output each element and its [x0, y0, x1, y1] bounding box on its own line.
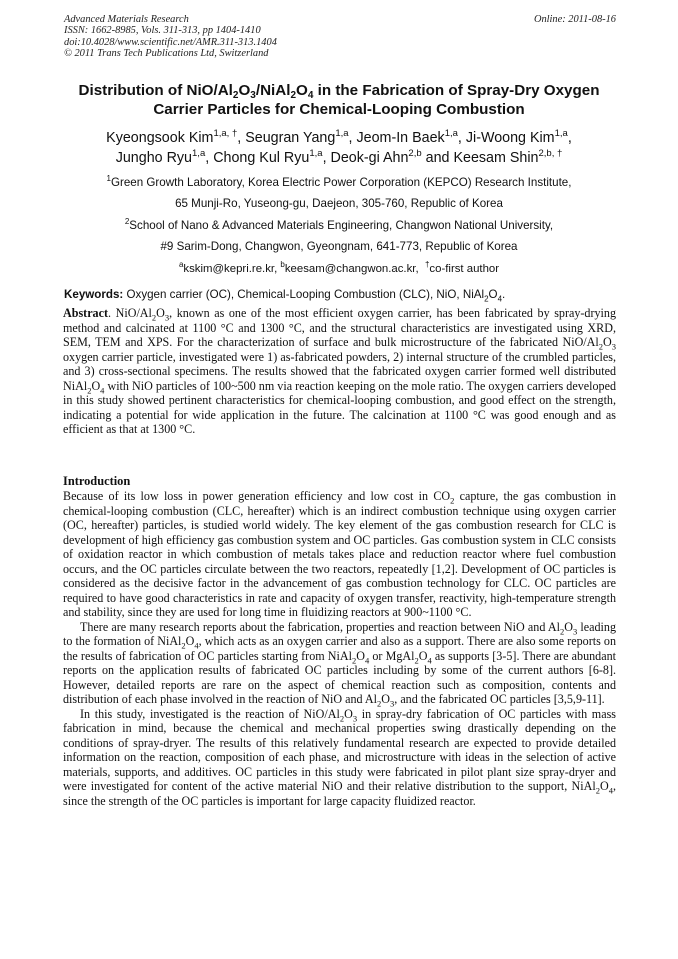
- author-list: Kyeongsook Kim$^{1,a, \dagger}$, Seugran Yang$^{1,a}$, Jeom-In Baek$^{1,a}$, Ji-Woong Kim$^{1,a}$, Jungho Ryu$^{1,a}$, Chong Kul Ryu$^{1,a}$, Deok-gi Ahn$^{2,b}$ and Keesam Shin$^{2,b, \dagger}$: [106, 128, 572, 166]
- paper-title: Distribution of NiO/$Al_2O_3/NiAl_2O_4$ in the Fabrication of Spray-Dry Oxygen Carrier Particles for Chemical-Looping Combustion: [78, 82, 600, 118]
- author: Deok-gi Ahn$^{2,b}$: [330, 148, 422, 166]
- author: Ji-Woong Kim$^{1,a}$: [465, 128, 568, 146]
- journal-copyright: © 2011 Trans Tech Publications Ltd, Switzerland: [64, 48, 269, 60]
- intro-paragraph-1: Because of its low loss in power generation efficiency and low cost in $CO_2$ capture, the gas combustion in chemical-looping combustion (CLC, hereafter) which is an indirect combustion technique using oxygen carrier (OC, hereafter) particles, is studied world widely. The key element of the gas combustion research for CLC is development of high efficiency gas combustion system and OC particles. Gas combustion system in CLC consists of oxidation reactor in which combustion of metals takes place and reduction reactor where fuel combustion occurs, and the OC particles circulate between the two reactors, repeatedly [1,2]. Development of OC particles is considered as the decisive factor in the advancement of gas combustion technology for CLC. OC particles are required to have good characteristics in rate and capacity of oxygen transfer, reactivity, high-temperature strength and stability, since they are used for long time in fluidizing reactors at 900~1100 °C.: [63, 489, 617, 619]
- journal-header: [64, 14, 424, 60]
- keywords: Keywords: Oxygen carrier (OC), Chemical-Looping Combustion (CLC), NiO, $NiAl_2O_4$.: [64, 288, 506, 304]
- abstract-label: Abstract: [63, 306, 109, 320]
- affiliation-2-line-1: $^2$School of Nano & Advanced Materials Engineering, Changwon National University,: [124, 217, 554, 232]
- author: Jeom-In Baek$^{1,a}$: [356, 128, 458, 146]
- journal-doi: doi:10.4028/www.scientific.net/AMR.311-313.1404: [64, 36, 277, 48]
- author-emails: $^a$kskim@kepri.re.kr, $^b$keesam@changwon.ac.kr, †co-first author: [178, 260, 500, 275]
- online-date: Online: 2011-08-16: [533, 14, 616, 25]
- author: Seugran Yang$^{1,a}$: [245, 128, 349, 146]
- intro-paragraph-3: In this study, investigated is the reaction of NiO/$Al_2O_3$ in spray-dry fabrication of OC particles with mass fabrication in mind, because the chemical and mechanical properties swing drastically depending on the conditions of spray-dryer. The results of this relatively fundamental research are expected to provide detailed information on the reaction, composition of each phase, and microstructure with ideas in the selection of active materials, supports, and additives. OC particles in this study were fabricated in pilot plant size spray-dryer and were investigated for content of the active material NiO and their relative distribution to the support, $NiAl_2O_4$, since the strength of the OC particles is important for large capacity fluidized reactor.: [63, 706, 616, 808]
- author: Keesam Shin$^{2,b, \dagger}$: [453, 148, 563, 166]
- introduction-body: [63, 489, 616, 808]
- email-keesam[interactable]: keesam@changwon.ac.kr,: [284, 263, 419, 275]
- email-kskim[interactable]: kskim@kepri.re.kr,: [183, 263, 278, 275]
- affiliation-1-line-1: $^1$Green Growth Laboratory, Korea Electric Power Corporation (KEPCO) Research Institute,: [106, 174, 572, 189]
- journal-issn: ISSN: 1662-8985, Vols. 311-313, pp 1404-1410: [64, 25, 261, 37]
- author: Chong Kul Ryu$^{1,a}$: [213, 148, 323, 166]
- abstract: Abstract. NiO/$Al_2O_3$, known as one of the most efficient oxygen carrier, has been fabricated by spray-drying method and calcinated at 1100 °C and 1300 °C, and the structural characteristics are investigated using XRD, SEM, TEM and XPS. For the characterization of surface and bulk microstructure of the fabricated NiO/$Al_2O_3$ oxygen carrier particle, investigated were 1) as-fabricated powders, 2) internal structure of the crumbled particles, and 3) cross-sectional specimens. The results showed that the fabricated oxygen carrier formed well distributed $NiAl_2O_4$ with NiO particles of 100~500 nm via reaction keeping on the mole ratio. The oxygen carriers developed in this study showed pertinent characteristics for chemical-looping combustion, and good effect on the strength, indicating a potential for wide application in the future. The calcination at 1100 °C was good enough and as efficient as that at 1300 °C.: [63, 306, 616, 436]
- author: Jungho Ryu$^{1,a}$: [115, 148, 206, 166]
- author: Kyeongsook Kim$^{1,a, \dagger}$: [106, 128, 238, 146]
- affiliation-2-line-2: #9 Sarim-Dong, Changwon, Gyeongnam, 641-773, Republic of Korea: [160, 240, 518, 253]
- keywords-label: Keywords:: [64, 288, 124, 301]
- intro-paragraph-2: There are many research reports about the fabrication, properties and reaction between NiO and $Al_2O_3$ leading to the formation of $NiAl_2O_4$, which acts as an oxygen carrier and also as a support. There are also some reports on the results of fabrication of OC particles starting from $NiAl_2O_4$ or $MgAl_2O_4$ as supports [3-5]. There are abundant reports on the application results of fabricated OC particles including by some of the current authors [6-8]. However, detailed reports are rare on the aspect of chemical reaction such as composition, contents and distribution of each phase involved in the reaction of NiO and $Al_2O_3$, and the fabricated OC particles [3,5,9-11].: [63, 619, 617, 709]
- affiliation-1-line-2: 65 Munji-Ro, Yuseong-gu, Daejeon, 305-760, Republic of Korea: [175, 197, 503, 210]
- journal-name: Advanced Materials Research: [64, 14, 189, 25]
- section-heading-introduction: Introduction: [63, 474, 131, 488]
